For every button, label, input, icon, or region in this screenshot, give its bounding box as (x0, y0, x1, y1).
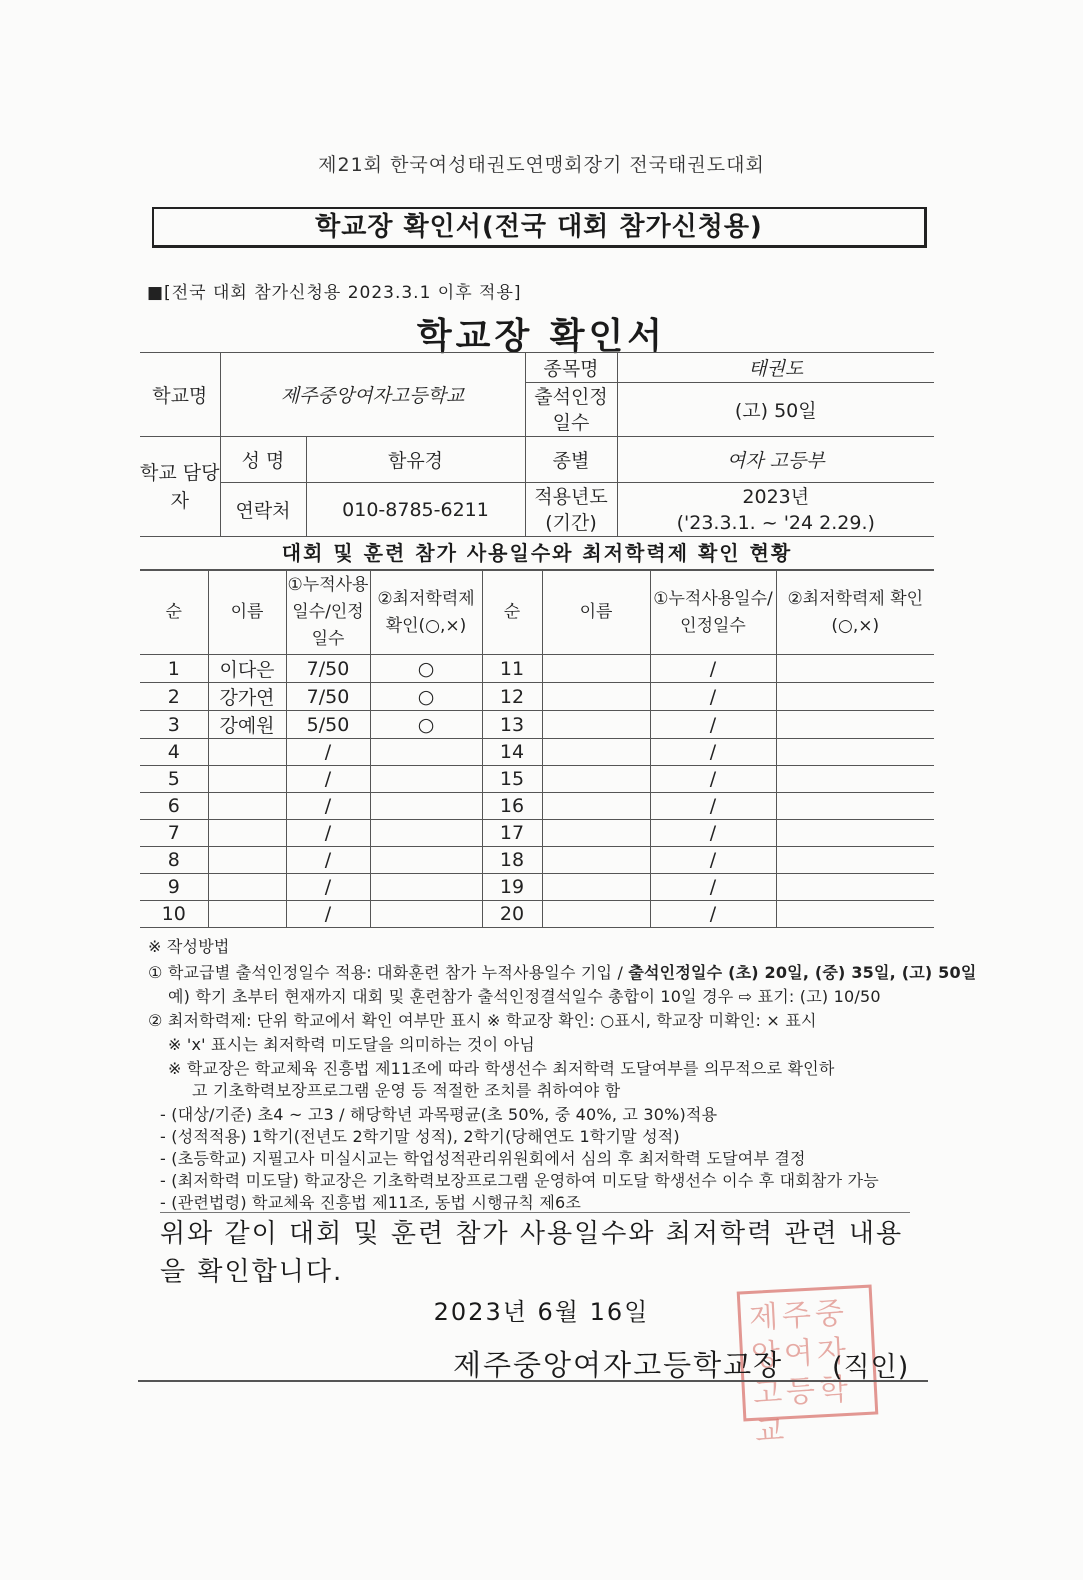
row-name-right (542, 766, 650, 793)
row-no-right: 12 (482, 683, 542, 711)
row-days-right: / (650, 901, 776, 928)
note-3: ※ 'x' 표시는 최저학력 미도달을 의미하는 것이 아님 (168, 1035, 535, 1054)
row-name (208, 847, 286, 874)
row-no-right: 13 (482, 711, 542, 739)
division-value: 여자 고등부 (617, 437, 934, 483)
row-days: / (286, 847, 370, 874)
row-no: 5 (140, 766, 208, 793)
row-days: / (286, 793, 370, 820)
row-days: / (286, 739, 370, 766)
row-name-right (542, 874, 650, 901)
row-no: 10 (140, 901, 208, 928)
contact-value: 010-8785-6211 (306, 483, 525, 537)
school-label: 학교명 (140, 353, 220, 437)
row-check-right (776, 847, 934, 874)
row-check-right (776, 655, 934, 683)
row-days-right: / (650, 711, 776, 739)
year-label: 적용년도 (기간) (525, 483, 617, 537)
header-check-right: ②최저학력제 확인(○,×) (776, 571, 934, 655)
row-days: 5/50 (286, 711, 370, 739)
attendance-value: (고) 50일 (617, 383, 934, 437)
header-no-left: 순 (140, 571, 208, 655)
row-check (370, 793, 482, 820)
row-days-right: / (650, 793, 776, 820)
section-title: 대회 및 훈련 참가 사용일수와 최저학력제 확인 현황 (140, 537, 934, 570)
row-name (208, 820, 286, 847)
header-days-left: ①누적사용일수/인정일수 (286, 571, 370, 655)
row-days: / (286, 874, 370, 901)
header-no-right: 순 (482, 571, 542, 655)
row-name (208, 739, 286, 766)
row-check (370, 766, 482, 793)
note-8: - (최저학력 미도달) 학교장은 기초학력보장프로그램 운영하여 미도달 학생선수 이수 후 대회참가 가능 (160, 1171, 879, 1190)
row-check: ○ (370, 655, 482, 683)
row-check: ○ (370, 683, 482, 711)
info-table (140, 352, 934, 537)
row-check-right (776, 683, 934, 711)
row-name: 이다은 (208, 655, 286, 683)
row-check-right (776, 711, 934, 739)
table-row (140, 739, 934, 766)
row-check: ○ (370, 711, 482, 739)
contact-label: 연락처 (220, 483, 306, 537)
manager-label: 학교 담당자 (140, 437, 220, 537)
table-row (140, 683, 934, 711)
note-2: ② 최저학력제: 단위 학교에서 확인 여부만 표시 ※ 학교장 확인: ○표시, 학교장 미확인: × 표시 (148, 1011, 817, 1030)
row-no-right: 20 (482, 901, 542, 928)
table-row (140, 655, 934, 683)
table-row (140, 847, 934, 874)
year-cell (617, 483, 934, 537)
bottom-rule (138, 1380, 928, 1382)
row-no-right: 16 (482, 793, 542, 820)
row-check (370, 847, 482, 874)
row-no: 3 (140, 711, 208, 739)
table-row (140, 901, 934, 928)
row-name-right (542, 655, 650, 683)
name-label: 성 명 (220, 437, 306, 483)
note-4b: 고 기초학력보장프로그램 운영 등 적절한 조치를 취하여야 함 (192, 1081, 621, 1100)
row-name: 강예원 (208, 711, 286, 739)
row-check (370, 739, 482, 766)
row-no-right: 18 (482, 847, 542, 874)
row-no-right: 19 (482, 874, 542, 901)
row-no: 2 (140, 683, 208, 711)
status-table (140, 570, 934, 928)
row-check-right (776, 793, 934, 820)
row-check-right (776, 901, 934, 928)
row-check (370, 820, 482, 847)
row-check-right (776, 820, 934, 847)
row-no: 1 (140, 655, 208, 683)
row-name-right (542, 820, 650, 847)
sport-label: 종목명 (525, 353, 617, 383)
table-row (140, 766, 934, 793)
row-days-right: / (650, 874, 776, 901)
header-name-left: 이름 (208, 571, 286, 655)
note-4: ※ 학교장은 학교체육 진흥법 제11조에 따라 학생선수 최저학력 도달여부를 의무적으로 확인하 (168, 1059, 835, 1078)
header-check-left: ②최저학력제 확인(○,×) (370, 571, 482, 655)
row-days: / (286, 766, 370, 793)
row-days-right: / (650, 739, 776, 766)
row-check-right (776, 766, 934, 793)
row-name-right (542, 683, 650, 711)
row-name: 강가연 (208, 683, 286, 711)
event-title: 제21회 한국여성태권도연맹회장기 전국태권도대회 (318, 154, 765, 176)
row-name-right (542, 847, 650, 874)
row-days: 7/50 (286, 683, 370, 711)
row-name (208, 874, 286, 901)
attendance-label: 출석인정 일수 (525, 383, 617, 437)
row-no: 8 (140, 847, 208, 874)
name-value: 함유경 (306, 437, 525, 483)
row-no: 7 (140, 820, 208, 847)
row-days: 7/50 (286, 655, 370, 683)
row-name (208, 766, 286, 793)
header-name-right: 이름 (542, 571, 650, 655)
notes-heading: ※ 작성방법 (148, 937, 230, 956)
row-name-right (542, 901, 650, 928)
row-no: 4 (140, 739, 208, 766)
row-check (370, 874, 482, 901)
year-value: 2023년 (742, 485, 810, 508)
row-name-right (542, 739, 650, 766)
row-days-right: / (650, 655, 776, 683)
row-no: 9 (140, 874, 208, 901)
row-no-right: 14 (482, 739, 542, 766)
row-check-right (776, 874, 934, 901)
note-5: - (대상/기준) 초4 ~ 고3 / 해당학년 과목평균(초 50%, 중 40%, 고 30%)적용 (160, 1105, 718, 1124)
note-9: - (관련법령) 학교체육 진흥법 제11조, 동법 시행규칙 제6조 (160, 1193, 582, 1212)
official-seal: 제주중앙여자고등학교 (737, 1285, 879, 1422)
seal-mark: (직인) (832, 1352, 910, 1383)
row-no: 6 (140, 793, 208, 820)
table-row (140, 820, 934, 847)
row-name (208, 793, 286, 820)
document-title: 학교장 확인서 (416, 316, 667, 357)
row-days: / (286, 820, 370, 847)
table-row (140, 874, 934, 901)
row-no-right: 11 (482, 655, 542, 683)
row-name-right (542, 711, 650, 739)
row-days-right: / (650, 820, 776, 847)
note-7: - (초등학교) 지필고사 미실시교는 학업성적관리위원회에서 심의 후 최저학력 도달여부 결정 (160, 1149, 806, 1168)
banner-title: 학교장 확인서(전국 대회 참가신청용) (152, 207, 927, 248)
row-no-right: 17 (482, 820, 542, 847)
division-label: 종별 (525, 437, 617, 483)
row-days-right: / (650, 766, 776, 793)
header-days-right: ①누적사용일수/인정일수 (650, 571, 776, 655)
note-1c: 예) 학기 초부터 현재까지 대회 및 훈련참가 출석인정결석일수 총합이 10일 경우 ⇨ 표기: (고) 10/50 (168, 987, 881, 1006)
row-check-right (776, 739, 934, 766)
row-name-right (542, 793, 650, 820)
row-check (370, 901, 482, 928)
school-value: 제주중앙여자고등학교 (220, 353, 525, 437)
row-name (208, 901, 286, 928)
note-1a: ① 학교급별 출석인정일수 적용: 대화훈련 참가 누적사용일수 기입 / (148, 963, 629, 982)
note-1 (148, 960, 976, 983)
confirm-text: 위와 같이 대회 및 훈련 참가 사용일수와 최저학력 관련 내용을 확인합니다. (160, 1212, 910, 1291)
note-1b: 출석인정일수 (초) 20일, (중) 35일, (고) 50일 (628, 963, 977, 982)
row-no-right: 15 (482, 766, 542, 793)
row-days-right: / (650, 847, 776, 874)
table-row (140, 793, 934, 820)
note-6: - (성적적용) 1학기(전년도 2학기말 성적), 2학기(당해연도 1학기말 성적) (160, 1127, 680, 1146)
signer-name: 제주중앙여자고등학교장 (453, 1348, 784, 1382)
table-row (140, 711, 934, 739)
issue-date: 2023년 6월 16일 (433, 1298, 650, 1326)
row-days: / (286, 901, 370, 928)
row-days-right: / (650, 683, 776, 711)
period-value: ('23.3.1. ~ '24 2.29.) (676, 511, 875, 534)
sport-value: 태권도 (617, 353, 934, 383)
application-note: ■[전국 대회 참가신청용 2023.3.1 이후 적용] (147, 283, 522, 303)
